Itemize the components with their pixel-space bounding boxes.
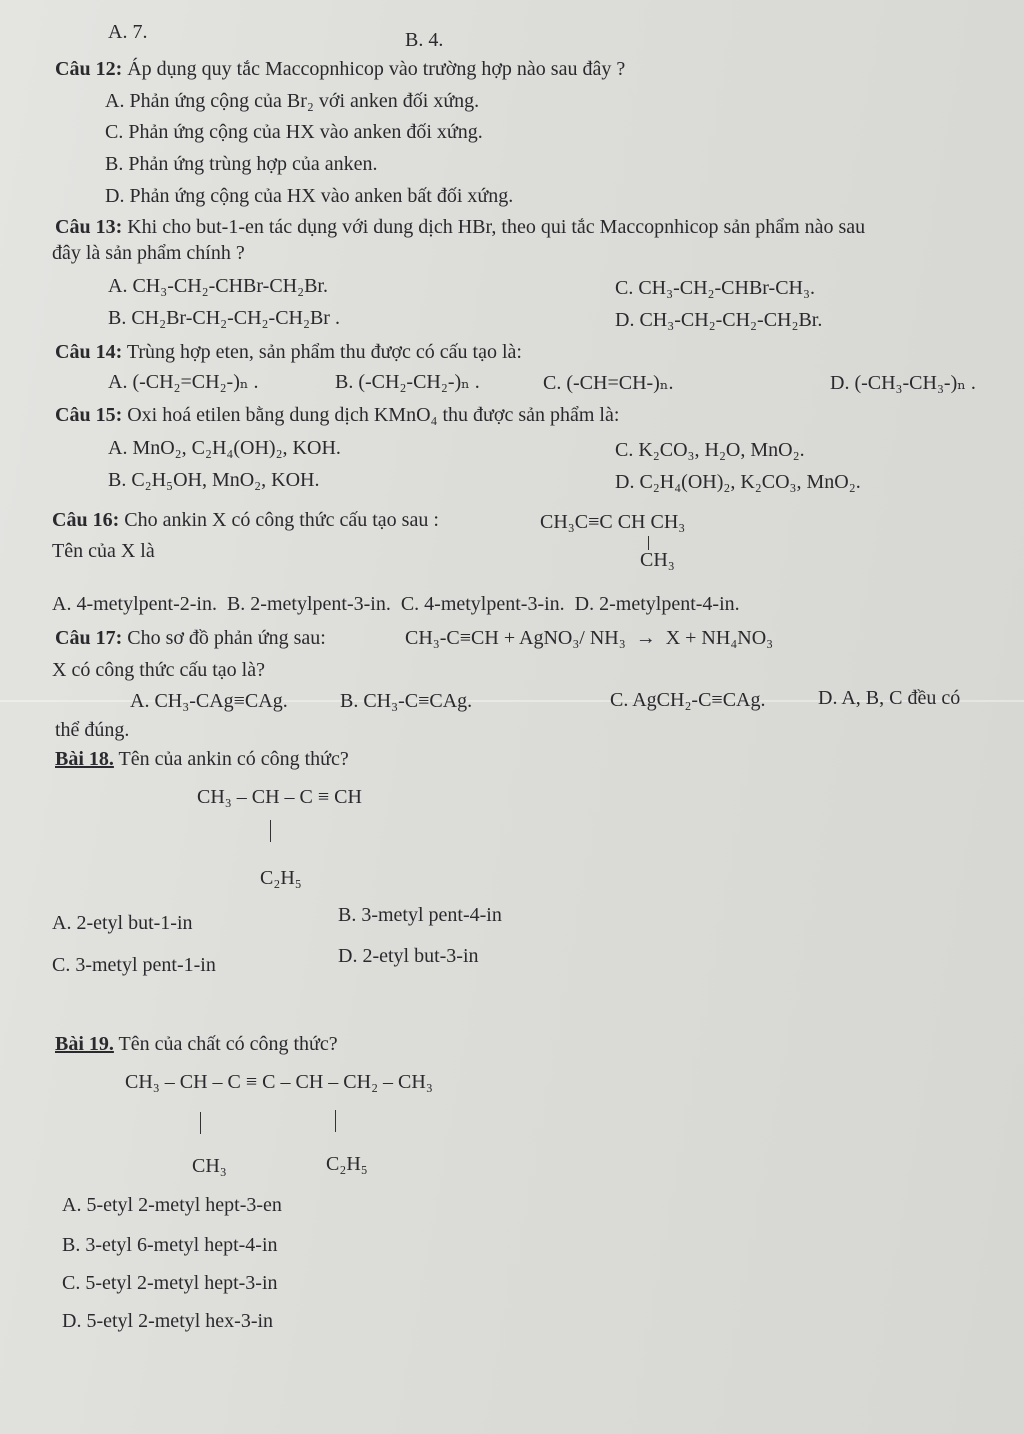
q14-option-c: C. (-CH=CH-)ₙ. [543,372,674,394]
q19-option-c: C. 5-etyl 2-metyl hept-3-in [62,1272,278,1294]
q14-option-d: D. (-CH₃-CH₃-)ₙ . [830,372,976,394]
q17-question: X có công thức cấu tạo là? [52,659,265,681]
q14-option-b: B. (-CH₂-CH₂-)ₙ . [335,371,480,393]
q18-text: Tên của ankin có công thức? [118,748,349,770]
q18-label: Bài 18. [55,748,114,770]
q15-option-d: D. C₂H₄(OH)₂, K₂CO₃, MnO₂. [615,471,861,493]
q18-option-d: D. 2-etyl but-3-in [338,945,479,967]
q18-option-b: B. 3-metyl pent-4-in [338,904,502,926]
q19-stem [55,1032,338,1056]
q19-option-a: A. 5-etyl 2-metyl hept-3-en [62,1194,282,1216]
q13-option-d: D. CH₃-CH₂-CH₂-CH₂Br. [615,309,823,331]
q13-label: Câu 13: [55,216,123,238]
q19-branch-2: C₂H₅ [326,1153,368,1175]
q18-stem [55,747,349,771]
q13-option-c: C. CH₃-CH₂-CHBr-CH₃. [615,277,815,299]
q17-option-d-cont: thể đúng. [55,719,130,741]
q18-option-c: C. 3-metyl pent-1-in [52,954,216,976]
q19-text: Tên của chất có công thức? [118,1033,338,1055]
q18-branch: C₂H₅ [260,867,302,889]
q17-text: Cho sơ đồ phản ứng sau: [127,627,326,649]
q18-bond-line [270,820,271,842]
q16-stem [52,508,439,532]
q16-label: Câu 16: [52,509,120,531]
q15-option-c: C. K₂CO₃, H₂O, MnO₂. [615,439,805,461]
q15-label: Câu 15: [55,404,123,426]
q19-option-d: D. 5-etyl 2-metyl hex-3-in [62,1310,274,1332]
q12-option-a: A. Phản ứng cộng của Br₂ với anken đối xứng. [105,90,480,112]
q19-bond-line-1 [200,1112,201,1134]
q14-stem [55,340,522,364]
q13-stem [55,215,865,239]
q13-option-a: A. CH₃-CH₂-CHBr-CH₂Br. [108,275,328,297]
q18-option-a: A. 2-etyl but-1-in [52,912,193,934]
prev-option-b: B. 4. [405,29,444,51]
q13-text-line2: đây là sản phẩm chính ? [52,242,245,264]
q15-stem [55,403,619,427]
q12-text: Áp dụng quy tắc Maccopnhicop vào trường hợp nào sau đây ? [127,58,626,80]
q16-formula: CH₃C≡C CH CH₃ [540,511,686,533]
q19-branch-1: CH₃ [192,1155,227,1177]
q17-option-b: B. CH₃-C≡CAg. [340,690,473,712]
q16-options: A. 4-metylpent-2-in. B. 2-metylpent-3-in. C. 4-metylpent-3-in. D. 2-metylpent-4-in. [52,593,740,615]
q14-text: Trùng hợp eten, sản phẩm thu được có cấu tạo là: [126,341,522,363]
q16-branch: CH₃ [640,549,675,571]
q15-option-b: B. C₂H₅OH, MnO₂, KOH. [108,469,320,491]
q15-option-a: A. MnO₂, C₂H₄(OH)₂, KOH. [108,437,341,459]
q13-text: Khi cho but-1-en tác dụng với dung dịch HBr, theo qui tắc Maccopnhicop sản phẩm nào sau [127,216,866,238]
q17-option-a: A. CH₃-CAg≡CAg. [130,690,288,712]
q19-label: Bài 19. [55,1033,114,1055]
q17-label: Câu 17: [55,627,123,649]
q16-text: Cho ankin X có công thức cấu tạo sau : [124,509,439,531]
q15-text: Oxi hoá etilen bằng dung dịch KMnO₄ thu được sản phẩm là: [127,404,620,426]
q17-reaction: CH₃-C≡CH + AgNO₃/ NH₃ → X + NH₄NO₃ [405,627,774,649]
q12-option-c: C. Phản ứng cộng của HX vào anken đối xứng. [105,121,483,143]
q12-stem [55,57,625,81]
q16-question: Tên của X là [52,540,155,562]
q19-bond-line-2 [335,1110,336,1132]
q13-option-b: B. CH₂Br-CH₂-CH₂-CH₂Br . [108,307,340,329]
q18-formula: CH₃ – CH – C ≡ CH [197,786,362,808]
q12-label: Câu 12: [55,58,123,80]
q14-option-a: A. (-CH₂=CH₂-)ₙ . [108,371,259,393]
q12-option-b: B. Phản ứng trùng hợp của anken. [105,153,378,175]
q19-option-b: B. 3-etyl 6-metyl hept-4-in [62,1234,278,1256]
q19-formula: CH₃ – CH – C ≡ C – CH – CH₂ – CH₃ [125,1071,433,1093]
q17-option-c: C. AgCH₂-C≡CAg. [610,689,766,711]
q17-stem [55,626,326,650]
q12-option-d: D. Phản ứng cộng của HX vào anken bất đối xứng. [105,185,514,207]
q17-option-d: D. A, B, C đều có [818,687,961,709]
prev-option-a: A. 7. [108,21,148,43]
q14-label: Câu 14: [55,341,123,363]
